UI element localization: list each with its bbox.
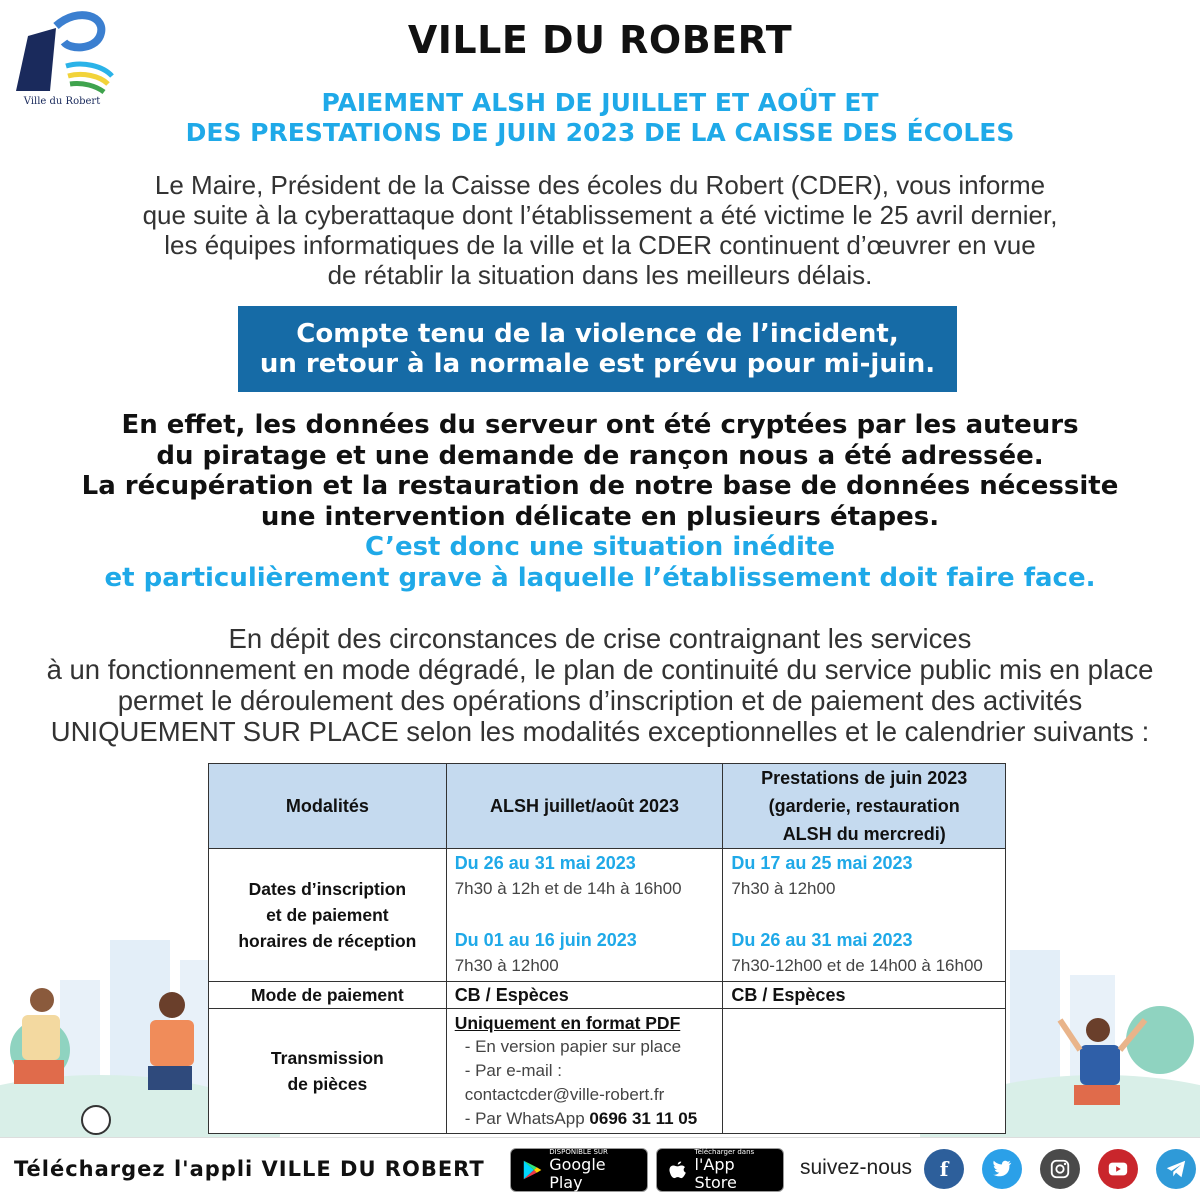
header-alsh: ALSH juillet/août 2023 <box>446 764 723 849</box>
documents-item-paper: - En version papier sur place <box>464 1037 682 1056</box>
youtube-icon[interactable] <box>1098 1149 1138 1189</box>
row-label-documents <box>209 1009 447 1134</box>
google-play-small: DISPONIBLE SUR <box>549 1148 608 1156</box>
row-label-payment: Mode de paiement <box>209 982 447 1009</box>
intro-line: que suite à la cyberattaque dont l’établissement a été victime le 25 avril dernier, <box>142 200 1058 230</box>
instagram-camera-glyph <box>1049 1158 1071 1180</box>
continuity-line: permet le déroulement des opérations d’inscription et de paiement des activités <box>117 685 1083 716</box>
continuity-line: En dépit des circonstances de crise contraignant les services <box>228 623 972 654</box>
table-row-documents <box>209 1009 1006 1134</box>
app-store-button[interactable] <box>656 1148 784 1192</box>
intro-line: de rétablir la situation dans les meilleurs délais. <box>327 260 873 290</box>
email-address[interactable]: contactcder@ville-robert.fr <box>464 1085 665 1104</box>
alert-line-highlight: et particulièrement grave à laquelle l’établissement doit faire face. <box>104 562 1096 593</box>
alsh-hours-1: 7h30 à 12h et de 14h à 16h00 <box>454 879 682 898</box>
apple-icon <box>667 1158 689 1182</box>
twitter-bird-glyph <box>991 1158 1013 1180</box>
continuity-line: UNIQUEMENT SUR PLACE selon les modalités exceptionnelles et le calendrier suivants : <box>50 716 1150 747</box>
juin-period-2: Du 26 au 31 mai 2023 <box>731 930 913 950</box>
header-modalites: Modalités <box>209 764 447 849</box>
juin-period-1: Du 17 au 25 mai 2023 <box>731 853 913 873</box>
header-prestations <box>723 764 1006 849</box>
row-label-line: Dates d’inscription <box>248 879 407 899</box>
app-store-label: l'App Store <box>694 1155 737 1192</box>
alert-line: une intervention délicate en plusieurs étapes. <box>260 501 940 532</box>
row-label-dates <box>209 849 447 982</box>
google-play-icon <box>521 1158 543 1182</box>
alert-line: du piratage et une demande de rançon nous a été adressée. <box>156 440 1044 471</box>
alsh-period-1: Du 26 au 31 mai 2023 <box>454 853 636 873</box>
youtube-play-glyph <box>1107 1158 1129 1180</box>
row-label-line: et de paiement <box>266 905 389 925</box>
alert-line: La récupération et la restauration de notre base de données nécessite <box>81 471 1119 501</box>
banner-line: Compte tenu de la violence de l’incident, <box>296 319 899 349</box>
instagram-icon[interactable] <box>1040 1149 1080 1189</box>
row-label-line: horaires de réception <box>238 931 417 951</box>
whatsapp-label: - Par WhatsApp <box>464 1109 585 1128</box>
banner-line: un retour à la normale est prévu pour mi-juin. <box>259 349 936 379</box>
documents-heading: Uniquement en format PDF <box>454 1013 681 1033</box>
alsh-dates-cell <box>446 849 723 982</box>
empty-cell <box>723 1009 1006 1134</box>
documents-item-whatsapp <box>455 1107 715 1131</box>
alert-line: En effet, les données du serveur ont été cryptées par les auteurs <box>121 410 1079 440</box>
table-row-payment <box>209 982 1006 1009</box>
header-prestations-line: ALSH du mercredi) <box>782 824 946 844</box>
juin-hours-2: 7h30-12h00 et de 14h00 à 16h00 <box>731 956 983 975</box>
subtitle <box>0 88 1200 148</box>
row-label-line: de pièces <box>287 1074 368 1094</box>
intro-paragraph <box>60 170 1140 290</box>
documents-item-email: - Par e-mail : <box>464 1061 562 1080</box>
app-store-small: Télécharger dans <box>694 1148 755 1156</box>
alert-paragraph <box>20 410 1180 593</box>
alert-line-highlight: C’est donc une situation inédite <box>365 532 835 562</box>
table-row-dates <box>209 849 1006 982</box>
twitter-icon[interactable] <box>982 1149 1022 1189</box>
page-title: VILLE DU ROBERT <box>407 18 793 62</box>
google-play-button[interactable] <box>510 1148 648 1192</box>
documents-cell <box>446 1009 723 1134</box>
continuity-paragraph <box>0 623 1200 747</box>
google-play-label: Google Play <box>549 1155 606 1192</box>
highlight-banner <box>238 306 957 392</box>
footer-bar <box>0 1137 1200 1200</box>
download-app-text: Téléchargez l'appli VILLE DU ROBERT <box>14 1157 485 1181</box>
alsh-hours-2: 7h30 à 12h00 <box>454 956 559 975</box>
subtitle-line: DES PRESTATIONS DE JUIN 2023 DE LA CAISSE DES ÉCOLES <box>185 118 1015 147</box>
table-header-row <box>209 764 1006 849</box>
alsh-payment: CB / Espèces <box>446 982 723 1009</box>
row-label-line: Transmission <box>270 1048 384 1068</box>
continuity-line: à un fonctionnement en mode dégradé, le plan de continuité du service public mis en place <box>46 654 1154 685</box>
schedule-table <box>208 763 1006 1134</box>
header-prestations-line: (garderie, restauration <box>768 796 960 816</box>
logo-text: Ville du Robert <box>23 96 101 107</box>
juin-dates-cell <box>723 849 1006 982</box>
intro-line: Le Maire, Président de la Caisse des écoles du Robert (CDER), vous informe <box>154 170 1046 200</box>
facebook-icon[interactable]: f <box>924 1149 964 1189</box>
telegram-icon[interactable] <box>1156 1149 1196 1189</box>
juin-hours-1: 7h30 à 12h00 <box>731 879 836 898</box>
whatsapp-phone[interactable]: 0696 31 11 05 <box>589 1109 698 1128</box>
telegram-plane-glyph <box>1165 1158 1187 1180</box>
juin-payment: CB / Espèces <box>723 982 1006 1009</box>
alsh-period-2: Du 01 au 16 juin 2023 <box>454 930 637 950</box>
follow-us-text: suivez-nous <box>800 1156 913 1179</box>
header-prestations-line: Prestations de juin 2023 <box>761 768 968 788</box>
intro-line: les équipes informatiques de la ville et la CDER continuent d’œuvrer en vue <box>164 230 1036 260</box>
subtitle-line: PAIEMENT ALSH DE JUILLET ET AOÛT ET <box>321 88 879 117</box>
